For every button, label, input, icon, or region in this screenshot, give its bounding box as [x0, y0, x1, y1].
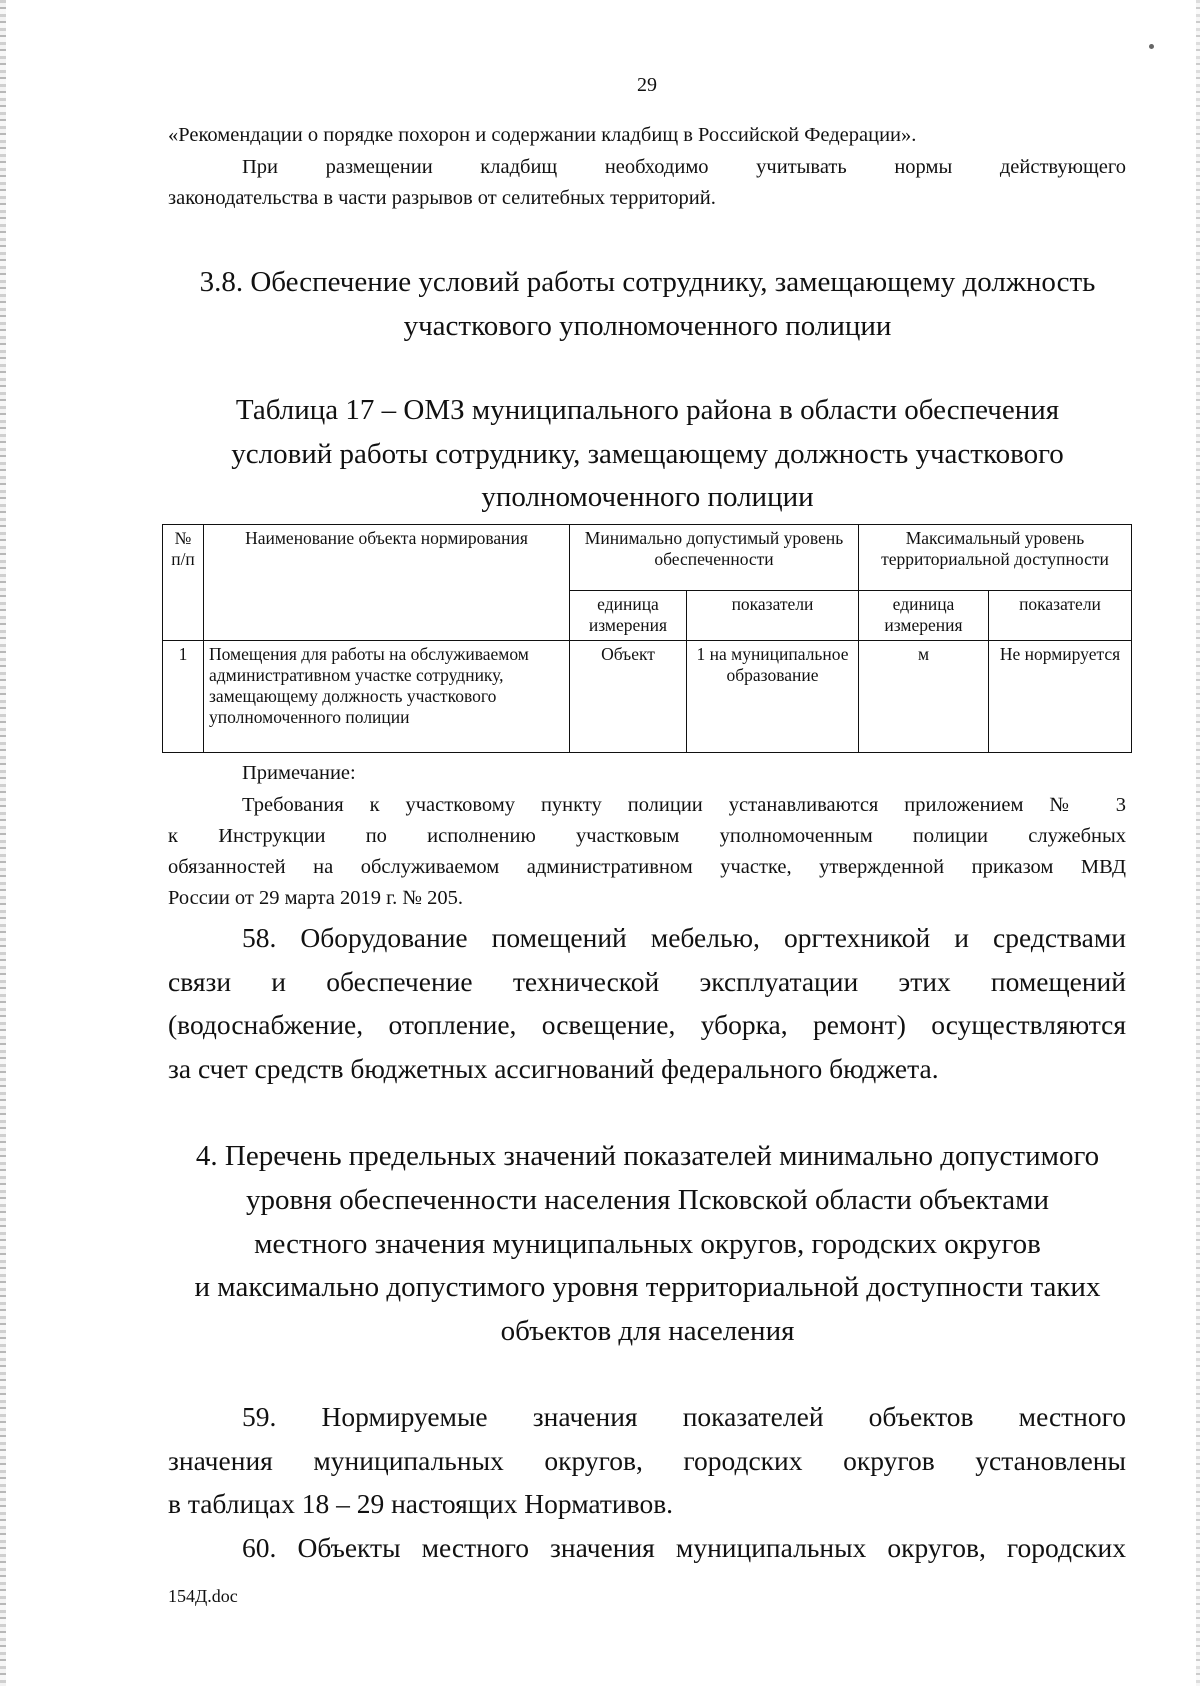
intro-line-2: При размещении кладбищ необходимо учитывать нормы действующего: [242, 156, 1126, 178]
page-number: 29: [637, 74, 657, 96]
header-num: № п/п: [163, 525, 204, 641]
scan-edge-right: [1196, 0, 1200, 1686]
caption-line-3: уполномоченного полиции: [481, 481, 814, 513]
header-max-indicators: показатели: [989, 591, 1132, 641]
row-num: 1: [163, 641, 204, 753]
header-min-unit: единица измерения: [570, 591, 687, 641]
p58-line-3: (водоснабжение, отопление, освещение, уборка, ремонт) осуществляются: [168, 1009, 1126, 1040]
table-header-row-1: [163, 525, 1132, 591]
scan-edge-left: [0, 0, 6, 1686]
p59-line-3: в таблицах 18 – 29 настоящих Нормативов.: [168, 1488, 674, 1519]
p58-line-4: за счет средств бюджетных ассигнований федерального бюджета.: [168, 1053, 939, 1084]
p60-line-1: 60. Объекты местного значения муниципальных округов, городских: [242, 1532, 1126, 1563]
row-min-value: 1 на муниципальное образование: [687, 641, 859, 753]
footer-filename: 154Д.doc: [168, 1586, 238, 1606]
note-line-3: обязанностей на обслуживаемом административном участке, утвержденной приказом МВД: [168, 856, 1126, 878]
scan-dot: [1149, 44, 1154, 49]
p58-line-2: связи и обеспечение технической эксплуатации этих помещений: [168, 966, 1126, 997]
header-min-level: Минимально допустимый уровень обеспеченности: [570, 525, 859, 591]
section-4-line-5: объектов для населения: [500, 1315, 795, 1347]
caption-line-2: условий работы сотруднику, замещающему должность участкового: [231, 438, 1064, 470]
header-min-indicators: показатели: [687, 591, 859, 641]
section-4-line-2: уровня обеспеченности населения Псковской области объектами: [245, 1184, 1050, 1216]
section-4-line-1: 4. Перечень предельных значений показателей минимально допустимого: [195, 1140, 1100, 1172]
intro-line-3: законодательства в части разрывов от селитебных территорий.: [168, 187, 716, 209]
row-max-unit: м: [859, 641, 989, 753]
section-3-8-line-1: 3.8. Обеспечение условий работы сотруднику, замещающему должность: [199, 266, 1096, 298]
section-3-8-line-2: участкового уполномоченного полиции: [403, 310, 892, 342]
note-line-2: к Инструкции по исполнению участковым уполномоченным полиции служебных: [168, 825, 1126, 847]
note-line-1: Требования к участковому пункту полиции устанавливаются приложением № 3: [242, 794, 1126, 816]
table-17: [162, 524, 1132, 753]
p59-line-2: значения муниципальных округов, городских округов установлены: [168, 1445, 1126, 1476]
table-row: [163, 641, 1132, 753]
header-max-unit: единица измерения: [859, 591, 989, 641]
p58-line-1: 58. Оборудование помещений мебелью, оргтехникой и средствами: [242, 922, 1126, 953]
header-name: Наименование объекта нормирования: [204, 525, 570, 641]
caption-line-1: Таблица 17 – ОМЗ муниципального района в области обеспечения: [235, 394, 1060, 426]
intro-line-1: «Рекомендации о порядке похорон и содержании кладбищ в Российской Федерации».: [168, 124, 917, 146]
note-title: Примечание:: [242, 762, 356, 784]
row-min-unit: Объект: [570, 641, 687, 753]
row-max-value: Не нормируется: [989, 641, 1132, 753]
section-4-line-3: местного значения муниципальных округов, городских округов: [254, 1228, 1041, 1260]
p59-line-1: 59. Нормируемые значения показателей объектов местного: [242, 1401, 1126, 1432]
note-line-4: России от 29 марта 2019 г. № 205.: [168, 887, 463, 909]
row-name: Помещения для работы на обслуживаемом административном участке сотруднику, замещающему должность участкового уполномоченного полиции: [204, 641, 570, 753]
header-max-level: Максимальный уровень территориальной доступности: [859, 525, 1132, 591]
section-4-line-4: и максимально допустимого уровня территориальной доступности таких: [194, 1271, 1101, 1303]
